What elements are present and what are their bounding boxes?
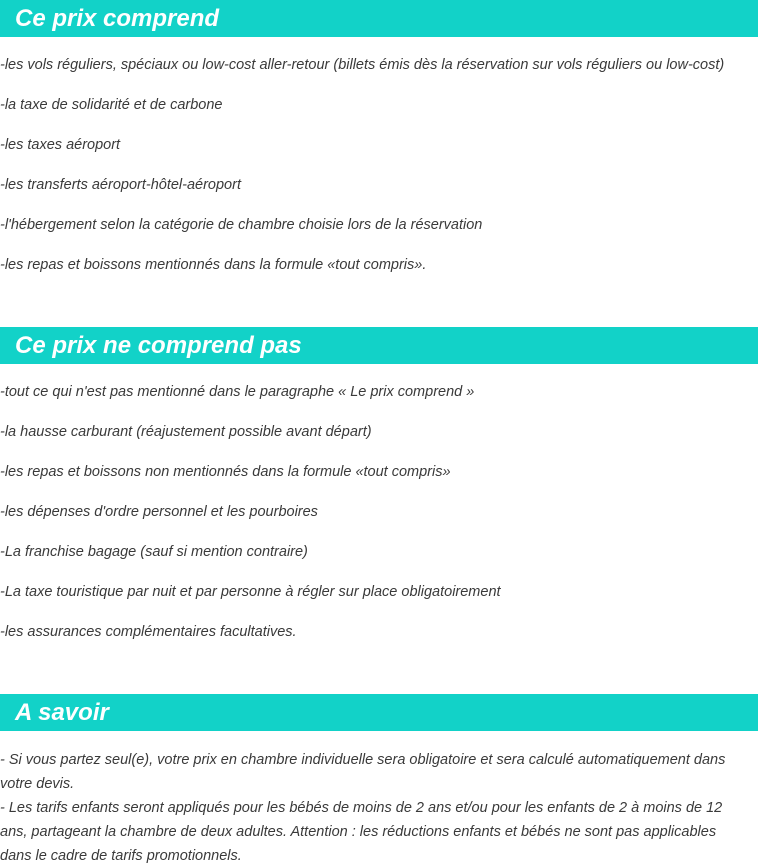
notes-block: [0, 748, 758, 868]
includes-list: [0, 45, 758, 285]
list-item: -tout ce qui n'est pas mentionné dans le paragraphe « Le prix comprend »: [0, 384, 475, 400]
excludes-list: [0, 372, 758, 652]
list-item: -la taxe de solidarité et de carbone: [0, 97, 223, 113]
section-title: A savoir: [0, 694, 758, 731]
list-item: -les taxes aéroport: [0, 137, 121, 153]
list-item: -les assurances complémentaires facultatives.: [0, 624, 297, 640]
section-price-includes: [0, 0, 758, 285]
list-item: -les repas et boissons non mentionnés dans la formule «tout compris»: [0, 464, 451, 480]
note-paragraph: - Si vous partez seul(e), votre prix en chambre individuelle sera obligatoire et sera calculé automatiquement dans votre devis.: [0, 752, 726, 792]
list-item: -les vols réguliers, spéciaux ou low-cost aller-retour (billets émis dès la réservation sur vols réguliers ou low-cost): [0, 57, 725, 73]
list-item: -les dépenses d'ordre personnel et les pourboires: [0, 504, 318, 520]
list-item: -La taxe touristique par nuit et par personne à régler sur place obligatoirement: [0, 584, 501, 600]
list-item: -la hausse carburant (réajustement possible avant départ): [0, 424, 372, 440]
section-title: Ce prix ne comprend pas: [0, 327, 758, 364]
section-price-excludes: [0, 327, 758, 652]
section-good-to-know: [0, 694, 758, 868]
note-paragraph: - Les tarifs enfants seront appliqués pour les bébés de moins de 2 ans et/ou pour les enfants de 2 à moins de 12 ans, partageant la chambre de deux adultes. Attention : les réductions enfants et bébés ne sont pas applicables dans le cadre de tarifs promotionnels.: [0, 800, 723, 864]
list-item: -l'hébergement selon la catégorie de chambre choisie lors de la réservation: [0, 217, 483, 233]
section-title: Ce prix comprend: [0, 0, 758, 37]
list-item: -les repas et boissons mentionnés dans la formule «tout compris».: [0, 257, 427, 273]
list-item: -La franchise bagage (sauf si mention contraire): [0, 544, 308, 560]
list-item: -les transferts aéroport-hôtel-aéroport: [0, 177, 241, 193]
